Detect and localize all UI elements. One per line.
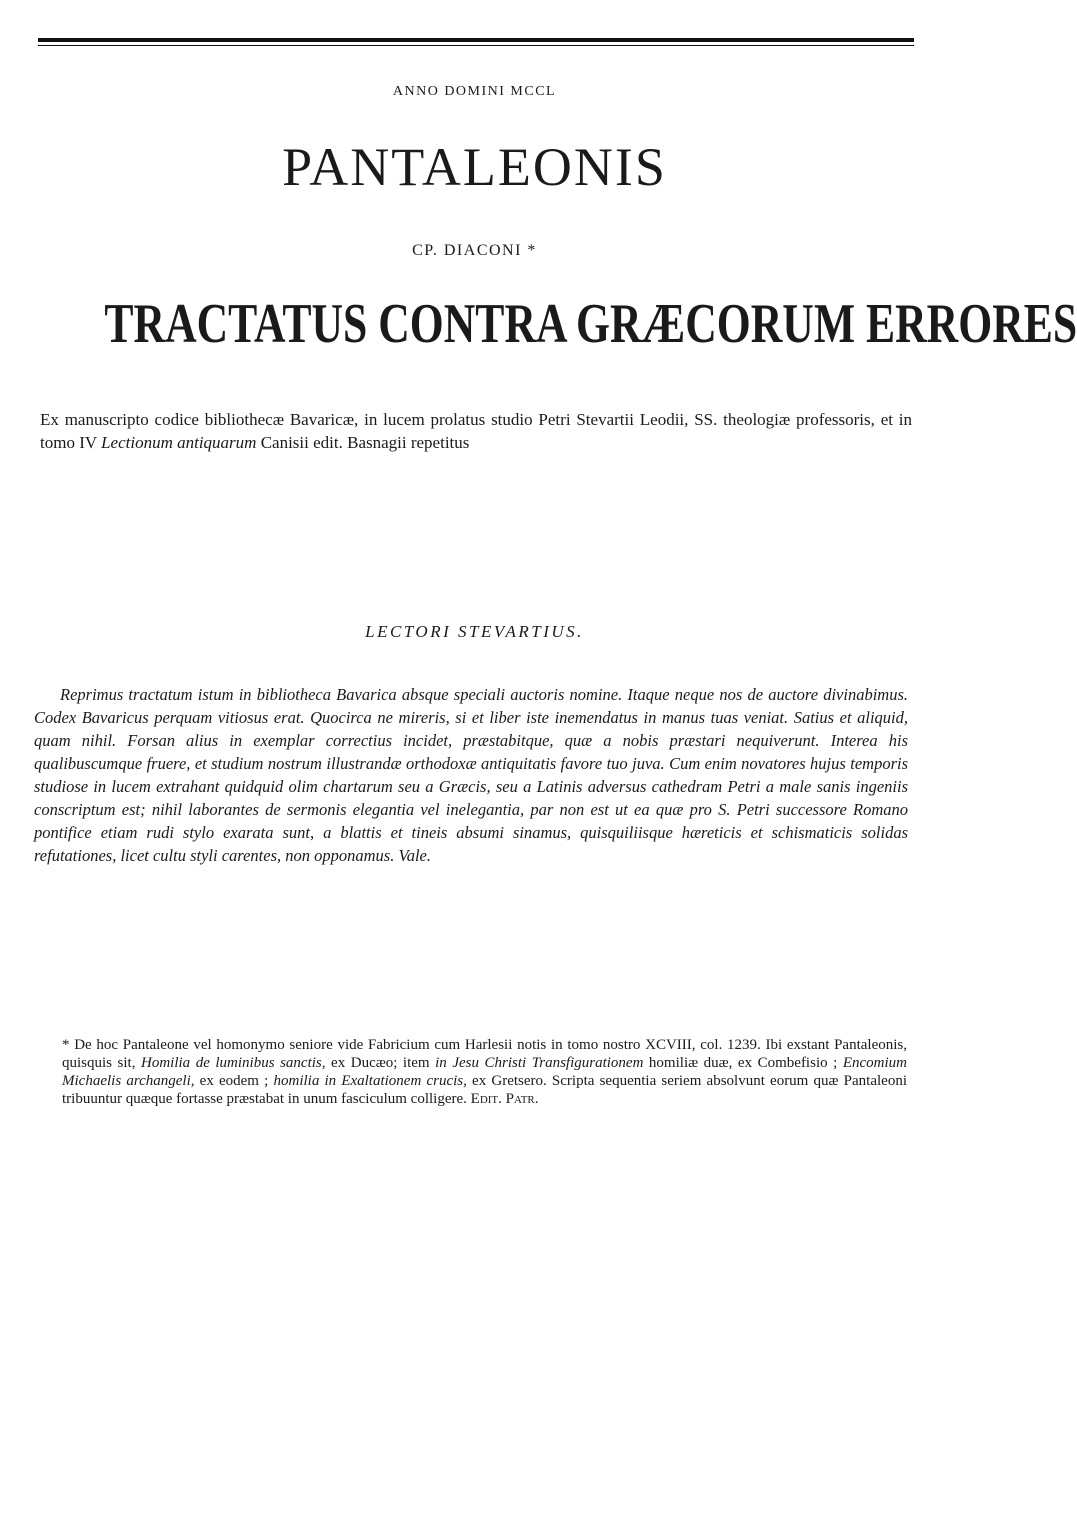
preface-heading: LECTORI STEVARTIUS. bbox=[365, 622, 584, 641]
source-note-text-2: Canisii edit. Basnagii repetitus bbox=[256, 433, 470, 452]
footnote-text-5: ex Gretsero. Scripta sequentia seriem absolvunt eorum quæ Pantaleoni tribuuntur quæque fortasse præstabat in unum fasciculum colligere. bbox=[62, 1073, 908, 1107]
footnote bbox=[62, 1036, 907, 1108]
footnote-text-1: * De hoc Pantaleone vel homonymo seniore vide Fabricium cum Harlesii notis in tomo nostro XCVIII, col. 1239. Ibi exstant Pantaleonis, quisquis sit, bbox=[62, 1037, 907, 1071]
footnote-italic-2: in Jesu Christi Transfigurationem bbox=[435, 1055, 644, 1071]
footnote-text-4: ex eodem ; bbox=[194, 1073, 274, 1089]
source-note-text-1: Ex manuscripto codice bibliothecæ Bavaricæ, in lucem prolatus studio Petri Stevartii Leodii, SS. theologiæ professoris, et in tomo IV bbox=[40, 410, 912, 452]
header-rule-thick bbox=[38, 38, 914, 42]
footnote-italic-4: homilia in Exaltationem crucis, bbox=[273, 1073, 467, 1089]
footnote-text-3: homiliæ duæ, ex Combefisio ; bbox=[643, 1055, 843, 1071]
footnote-text-2: ex Ducæo; item bbox=[325, 1055, 436, 1071]
footnote-italic-3: Encomium Michaelis archangeli, bbox=[62, 1055, 907, 1089]
work-title: TRACTATUS CONTRA GRÆCORUM ERRORES bbox=[104, 293, 1077, 355]
office-line: CP. DIACONI * bbox=[412, 242, 537, 259]
header-rule-thin bbox=[38, 45, 914, 46]
author-heading: PANTALEONIS bbox=[282, 137, 667, 197]
source-note-italic: Lectionum antiquarum bbox=[101, 433, 257, 452]
year-line: ANNO DOMINI MCCL bbox=[392, 84, 557, 99]
footnote-italic-1: Homilia de luminibus sanctis, bbox=[141, 1055, 326, 1071]
preface-text: Reprimus tractatum istum in bibliotheca Bavarica absque speciali auctoris nomine. Itaque neque nos de auctore divinabimus. Codex Bavaricus perquam vitiosus erat. Quocirca ne mireris, si et liber iste inemendatus in manus tuas veniat. Satius et aliquid, quam nihil. Forsan alius in exemplar correctius incidet, præstabitque, quæ a nobis præstari nequiverunt. Interea his qualibuscumque fruere, et studium nostrum illustrandæ orthodoxæ antiquitatis favore tuo juva. Cum enim novatores hujus temporis studiose in lucem extrahant quidquid olim chartarum seu a Græcis, seu a Latinis adversus cathedram Petri a male sanis ingeniis conscriptum est; nihil laborantes de sermonis elegantia vel inelegantia, par non est ut ea quæ pro S. Petri successore Romano pontifice etiam rudi stylo exarata sunt, a blattis et tineis absumi sinamus, quisquiliisque hæreticis et schismaticis solidas refutationes, licet cultu styli carentes, non opponamus. Vale. bbox=[34, 685, 908, 865]
footnote-signature: Edit. Patr. bbox=[470, 1091, 539, 1107]
source-note bbox=[40, 408, 912, 454]
